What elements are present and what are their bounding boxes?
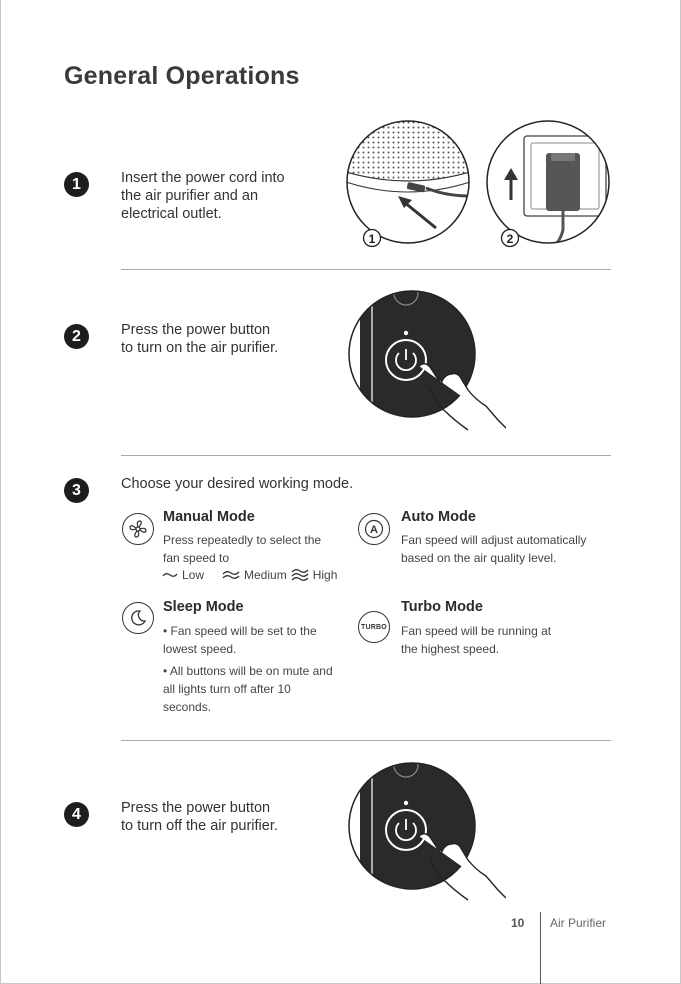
auto-icon-letter: A	[370, 524, 378, 536]
turbo-mode-text	[401, 622, 551, 658]
step-4-text	[121, 799, 278, 835]
sleep-mode-line: all lights turn off after 10	[163, 682, 291, 696]
auto-mode-text	[401, 531, 586, 567]
callout-1	[364, 230, 381, 247]
callout-2-label: 2	[506, 232, 514, 246]
sleep-mode-line: seconds.	[163, 700, 212, 714]
manual-mode-title: Manual Mode	[163, 509, 255, 525]
step-2-number: 2	[64, 324, 89, 349]
manual-mode-line: fan speed to	[163, 551, 230, 565]
low-speed-icon	[162, 570, 178, 580]
medium-speed-icon	[222, 569, 240, 581]
auto-mode-line: based on the air quality level.	[401, 551, 557, 565]
power-on-illustration	[346, 288, 506, 438]
callout-1-label: 1	[368, 232, 376, 246]
step-1-line: the air purifier and an	[121, 188, 259, 204]
high-speed-icon	[291, 568, 309, 582]
sleep-mode-line: • All buttons will be on mute and	[163, 664, 333, 678]
fan-icon	[122, 513, 154, 545]
step-3-number: 3	[64, 478, 89, 503]
callout-2	[502, 230, 519, 247]
step-2-line: to turn on the air purifier.	[121, 340, 279, 356]
footer-divider	[540, 912, 541, 984]
step-1-line: Insert the power cord into	[121, 170, 285, 186]
manual-mode-text	[163, 531, 321, 567]
auto-mode-line: Fan speed will adjust automatically	[401, 533, 587, 547]
step-4-line: to turn off the air purifier.	[121, 818, 278, 834]
page-title: General Operations	[64, 62, 300, 90]
step-1-line: electrical outlet.	[121, 206, 222, 222]
power-cord-illustration	[346, 120, 616, 255]
fan-speed-options	[162, 568, 337, 582]
step-4-line: Press the power button	[121, 800, 271, 816]
auto-a-icon	[358, 513, 390, 545]
page-number: 10	[511, 916, 525, 930]
sleep-mode-title: Sleep Mode	[163, 599, 244, 615]
divider	[121, 455, 611, 456]
divider	[121, 740, 611, 741]
step-4-number: 4	[64, 802, 89, 827]
divider	[121, 269, 611, 270]
high-speed-label: High	[312, 568, 338, 582]
turbo-icon-label: TURBO	[361, 623, 387, 631]
medium-speed-label: Medium	[244, 568, 287, 582]
step-2-line: Press the power button	[121, 322, 271, 338]
step-1-number: 1	[64, 172, 89, 197]
low-speed-label: Low	[182, 568, 205, 582]
step-3-text: Choose your desired working mode.	[121, 476, 354, 492]
auto-mode-title: Auto Mode	[401, 509, 476, 525]
footer-product-name: Air Purifier	[550, 916, 607, 930]
sleep-mode-text	[163, 622, 333, 716]
power-off-illustration	[346, 760, 506, 910]
sleep-mode-line: lowest speed.	[163, 642, 237, 656]
sleep-mode-line: • Fan speed will be set to the	[163, 624, 317, 638]
moon-icon	[122, 602, 154, 634]
step-1-text	[121, 169, 285, 223]
turbo-icon	[358, 611, 390, 643]
manual-mode-line: Press repeatedly to select the	[163, 533, 322, 547]
step-2-text	[121, 321, 278, 357]
turbo-mode-title: Turbo Mode	[401, 599, 483, 615]
turbo-mode-line: the highest speed.	[401, 642, 500, 656]
turbo-mode-line: Fan speed will be running at	[401, 624, 552, 638]
